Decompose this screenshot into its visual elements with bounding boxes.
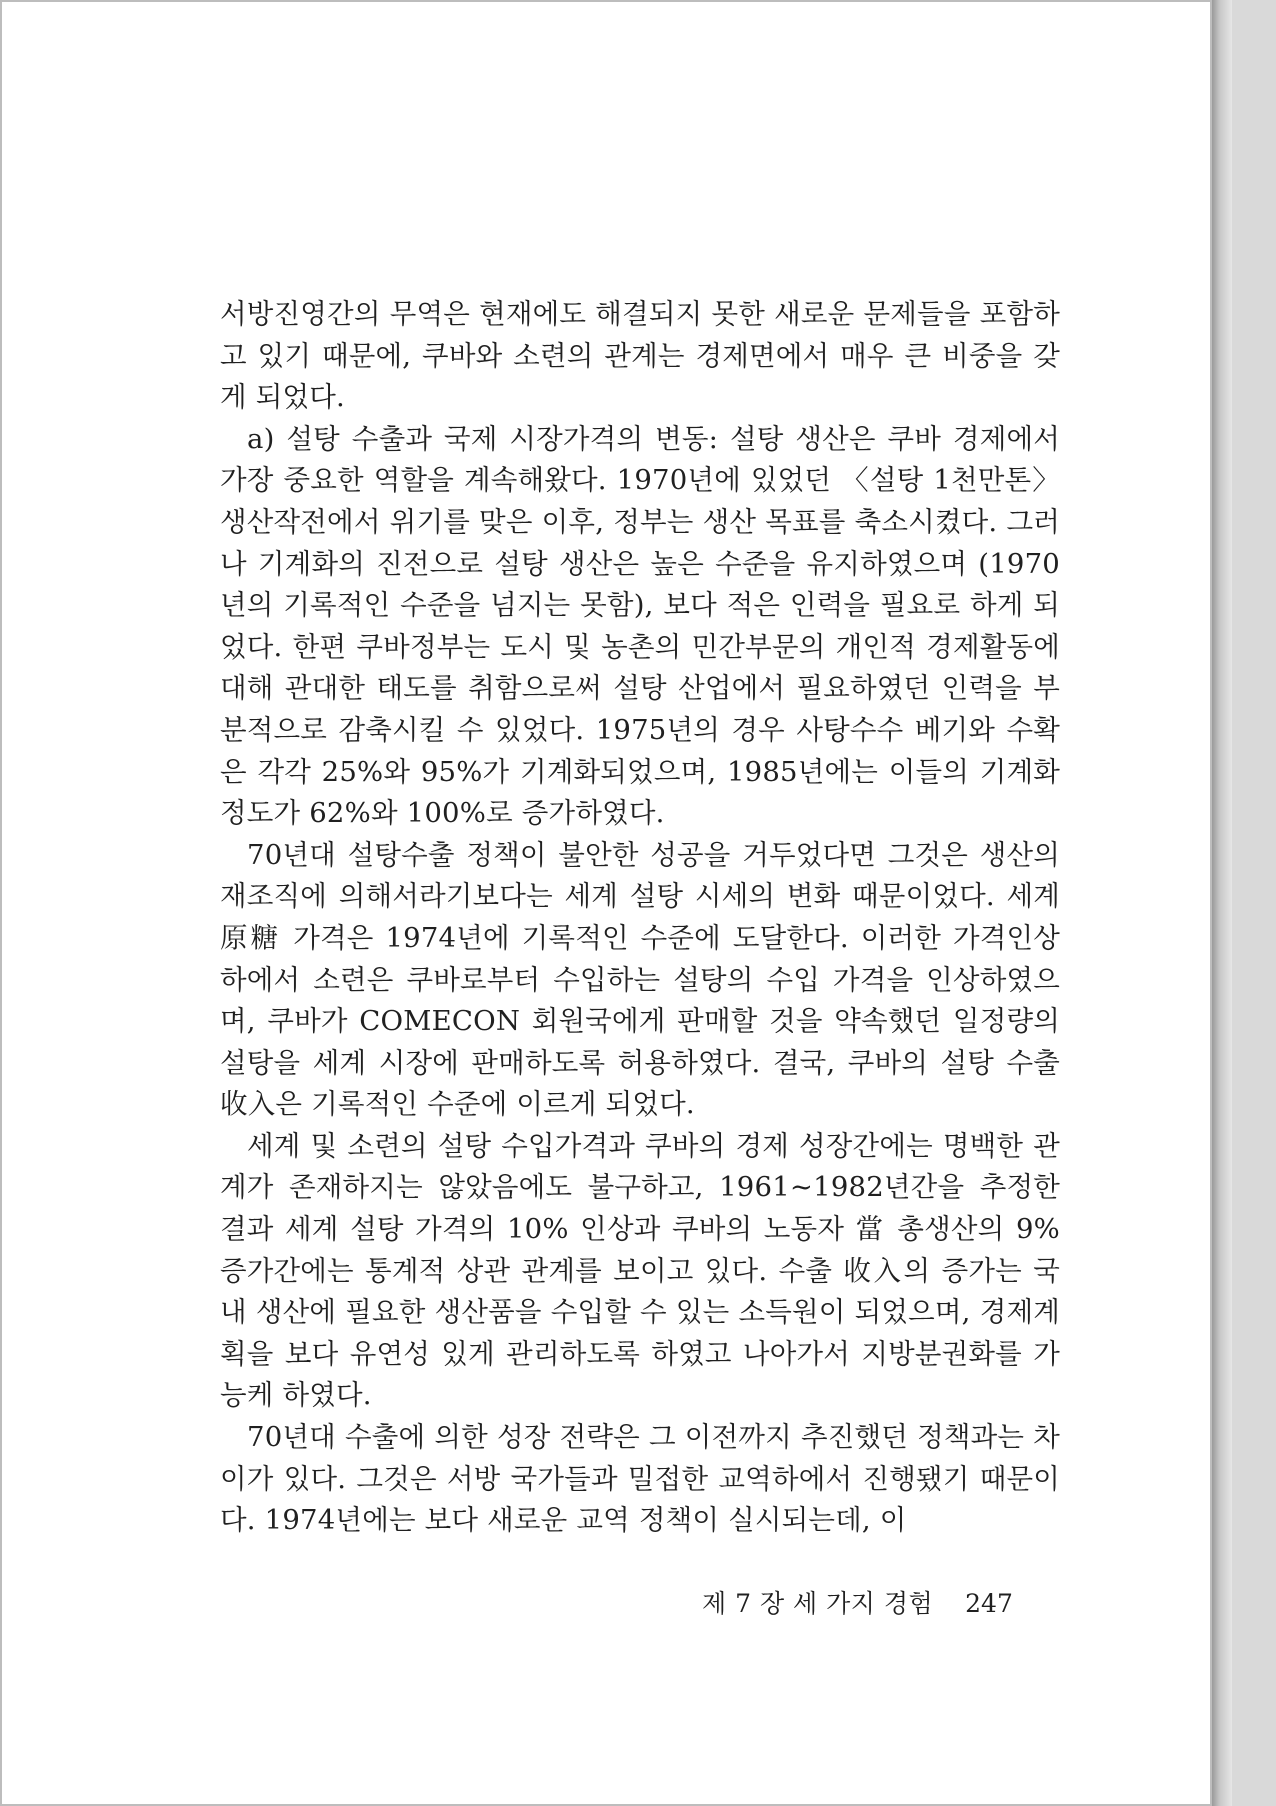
paragraph: a) 설탕 수출과 국제 시장가격의 변동: 설탕 생산은 쿠바 경제에서 가장 중요한 역할을 계속해왔다. 1970년에 있었던 〈설탕 1천만톤〉 생산작전에서 위기를 맞은 이후, 정부는 생산 목표를 축소시켰다. 그러나 기계화의 진전으로 설탕 생산은 높은 수준을 유지하였으며 (1970년의 기록적인 수준을 넘지는 못함), 보다 적은 인력을 필요로 하게 되었다. 한편 쿠바정부는 도시 및 농촌의 민간부문의 개인적 경제활동에 대해 관대한 태도를 취함으로써 설탕 산업에서 필요하였던 인력을 부분적으로 감축시킬 수 있었다. 1975년의 경우 사탕수수 베기와 수확은 각각 25%와 95%가 기계화되었으며, 1985년에는 이들의 기계화 정도가 62%와 100%로 증가하였다. [220, 422, 1060, 830]
paragraph: 70년대 설탕수출 정책이 불안한 성공을 거두었다면 그것은 생산의 재조직에 의해서라기보다는 세계 설탕 시세의 변화 때문이었다. 세계 原糖 가격은 1974년에 기록적인 수준에 도달한다. 이러한 가격인상하에서 소련은 쿠바로부터 수입하는 설탕의 수입 가격을 인상하였으며, 쿠바가 COMECON 회원국에게 판매할 것을 약속했던 일정량의 설탕을 세계 시장에 판매하도록 허용하였다. 결국, 쿠바의 설탕 수출 收入은 기록적인 수준에 이르게 되었다. [220, 838, 1060, 1121]
paragraph: 세계 및 소련의 설탕 수입가격과 쿠바의 경제 성장간에는 명백한 관계가 존재하지는 않았음에도 불구하고, 1961~1982년간을 추정한 결과 세계 설탕 가격의 10% 인상과 쿠바의 노동자 當 총생산의 9% 증가간에는 통계적 상관 관계를 보이고 있다. 수출 收入의 증가는 국내 생산에 필요한 생산품을 수입할 수 있는 소득원이 되었으며, 경제계획을 보다 유연성 있게 관리하도록 하였고 나아가서 지방분권화를 가능케 하였다. [220, 1129, 1060, 1412]
body-text [220, 294, 1060, 1542]
page-footer [702, 1584, 1042, 1620]
running-head: 제 7 장 세 가지 경험 [702, 1589, 934, 1618]
paragraph: 70년대 수출에 의한 성장 전략은 그 이전까지 추진했던 정책과는 차이가 있다. 그것은 서방 국가들과 밀접한 교역하에서 진행됐기 때문이다. 1974년에는 보다 새로운 교역 정책이 실시되는데, 이 [220, 1421, 1060, 1537]
paragraph: 서방진영간의 무역은 현재에도 해결되지 못한 새로운 문제들을 포함하고 있기 때문에, 쿠바와 소련의 관계는 경제면에서 매우 큰 비중을 갖게 되었다. [220, 298, 1060, 414]
page-number: 247 [965, 1589, 1013, 1618]
page-edge [1212, 0, 1232, 1806]
